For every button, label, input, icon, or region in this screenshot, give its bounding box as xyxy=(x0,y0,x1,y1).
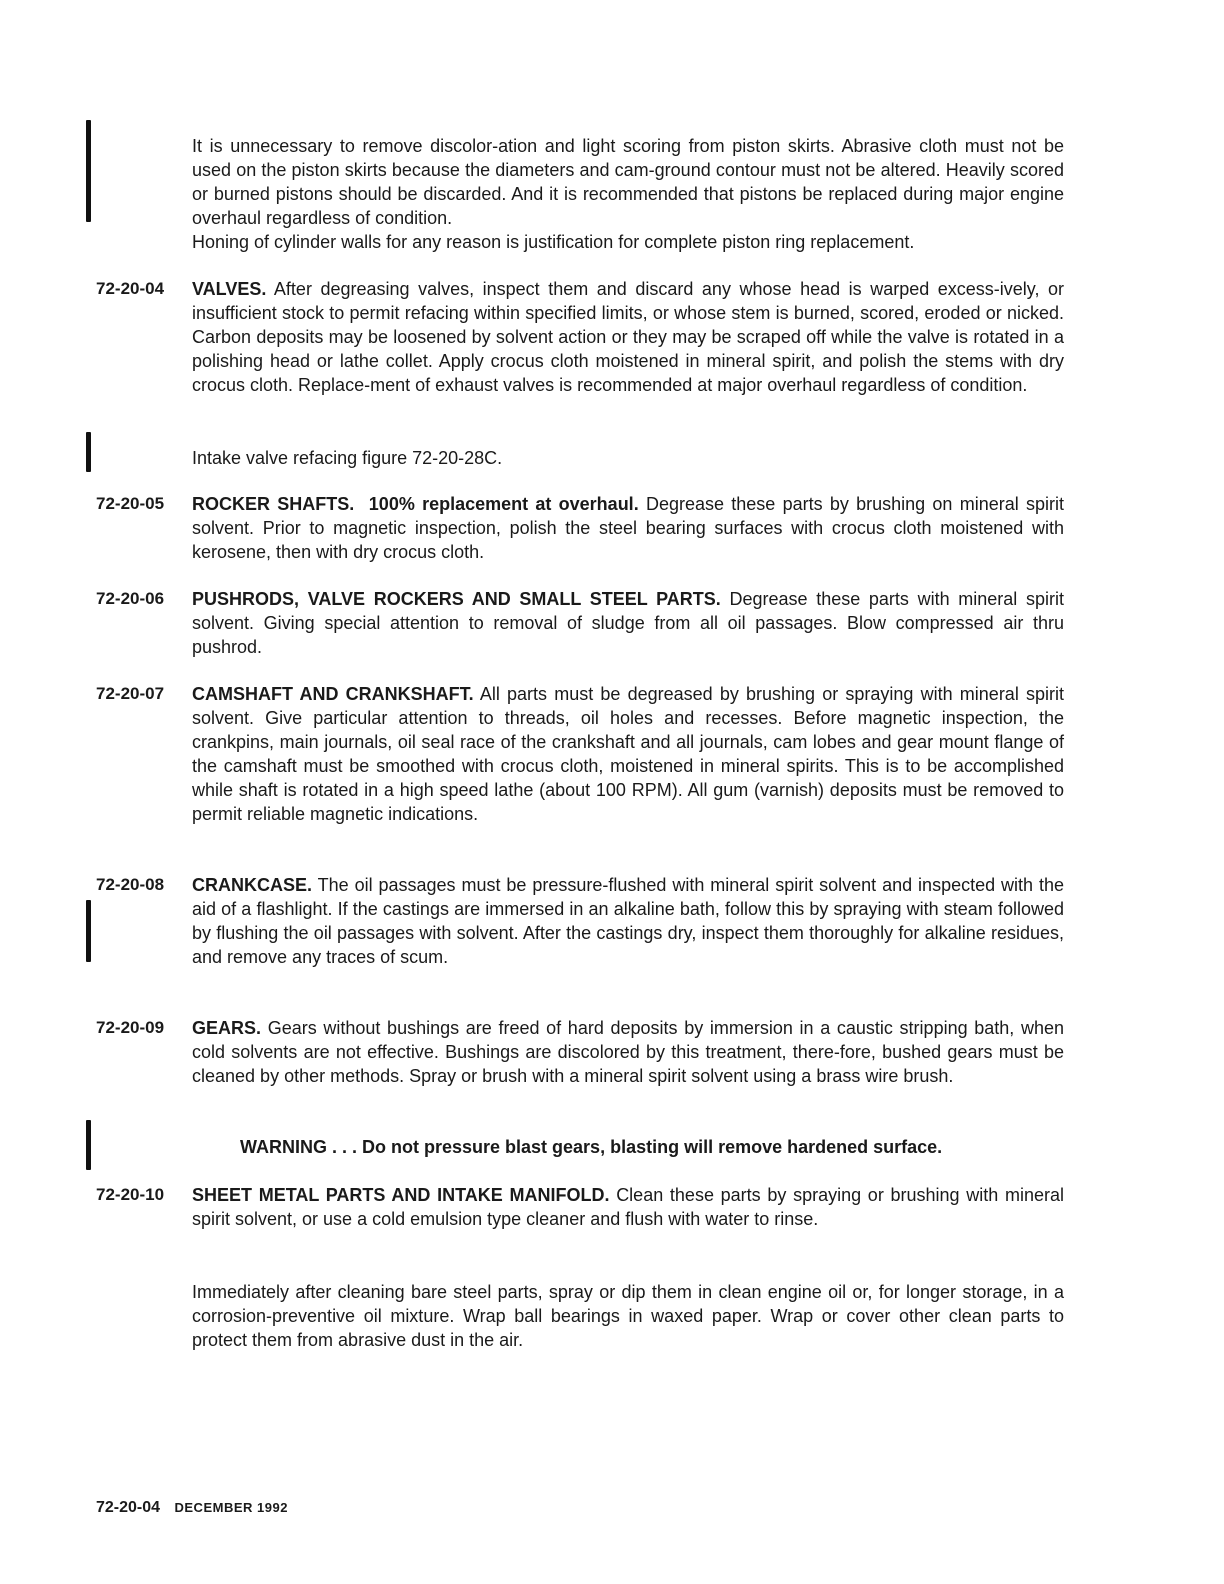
section-gears xyxy=(192,1016,1064,1088)
section-text: After degreasing valves, inspect them and discard any whose head is warped excess-ively, or insufficient stock to permit refacing within specified limits, or whose stem is burned, scored, eroded or nicked. Carbon deposits may be loosened by solvent action or they may be scraped off while the valve is rotated in a polishing head or lathe collet. Apply crocus cloth moistened in mineral spirit, and polish the stems with dry crocus cloth. Replace-ment of exhaust valves is recommended at major overhaul regardless of condition. xyxy=(192,279,1065,395)
change-bar xyxy=(86,432,91,472)
footer-date: DECEMBER 1992 xyxy=(174,1500,288,1515)
section-number: 72-20-09 xyxy=(96,1018,165,1037)
section-text: All parts must be degreased by brushing or spraying with mineral spirit solvent. Give particular attention to threads, oil holes and recesses. Before magnetic inspection, the crankpins, main journals, oil seal race of the crankshaft and all journals, cam lobes and gear mount flange of the camshaft must be smoothed with crocus cloth, moistened in mineral spirits. This is to be accomplished while shaft is rotated in a high speed lathe (about 100 RPM). All gum (varnish) deposits must be removed to permit reliable magnetic indications. xyxy=(192,684,1064,824)
section-heading: VALVES. xyxy=(192,279,267,299)
section-heading: CAMSHAFT AND CRANKSHAFT. xyxy=(192,684,474,704)
warning-notice: WARNING . . . Do not pressure blast gears, blasting will remove hardened surface. xyxy=(240,1137,943,1157)
change-bar xyxy=(86,120,91,222)
section-text: Gears without bushings are freed of hard deposits by immersion in a caustic stripping bath, when cold solvents are not effective. Bushings are discolored by this treatment, there-fore, bushed gears must be cleaned by other methods. Spray or brush with a mineral spirit solvent using a brass wire brush. xyxy=(192,1018,1064,1086)
section-heading: GEARS. xyxy=(192,1018,262,1038)
section-text: The oil passages must be pressure-flushed with mineral spirit solvent and inspected with the aid of a flashlight. If the castings are immersed in an alkaline bath, follow this by spraying with steam followed by flushing the oil passages with solvent. After the castings dry, inspect them thoroughly for alkaline residues, and remove any traces of scum. xyxy=(192,875,1064,967)
section-heading: SHEET METAL PARTS AND INTAKE MANIFOLD. xyxy=(192,1185,610,1205)
section-number: 72-20-10 xyxy=(96,1185,165,1204)
page-footer xyxy=(96,1496,288,1520)
intro-honing-text: Honing of cylinder walls for any reason is justification for complete piston ring replacement. xyxy=(192,232,915,252)
intro-text: It is unnecessary to remove discolor-ation and light scoring from piston skirts. Abrasive cloth must not be used on the piston skirts because the diameters and cam-ground contour must not be altered. Heavily scored or burned pistons should be discarded. And it is recommended that pistons be replaced during major engine overhaul regardless of condition. xyxy=(192,136,1064,228)
section-heading: PUSHRODS, VALVE ROCKERS AND SMALL STEEL PARTS. xyxy=(192,589,721,609)
section-heading: ROCKER SHAFTS. xyxy=(192,494,355,514)
section-number: 72-20-05 xyxy=(96,494,165,513)
section-sheet-metal xyxy=(192,1183,1064,1231)
section-camshaft xyxy=(192,682,1064,826)
section-text: Clean these parts by spraying or brushing with mineral spirit solvent, or use a cold emulsion type cleaner and flush with water to rinse. xyxy=(192,1185,1064,1229)
section-number: 72-20-07 xyxy=(96,684,165,703)
footer-page-ref: 72-20-04 xyxy=(96,1499,161,1516)
section-valves xyxy=(192,277,1064,397)
section-number: 72-20-06 xyxy=(96,589,165,608)
change-bar xyxy=(86,1120,91,1170)
section-text: Degrease these parts with mineral spirit solvent. Giving special attention to removal of sludge from all oil passages. Blow compressed air thru pushrod. xyxy=(192,589,1064,657)
section-text: Degrease these parts by brushing on mineral spirit solvent. Prior to magnetic inspection, polish the steel bearing surfaces with crocus cloth moistened with kerosene, then with dry crocus cloth. xyxy=(192,494,1064,562)
change-bar xyxy=(86,900,91,962)
section-heading: CRANKCASE. xyxy=(192,875,313,895)
section-pushrods xyxy=(192,587,1064,659)
valves-note: Intake valve refacing figure 72-20-28C. xyxy=(192,448,503,468)
intro-paragraph xyxy=(192,134,1064,254)
section-number: 72-20-04 xyxy=(96,279,165,298)
section-rocker-shafts xyxy=(192,492,1064,564)
section-crankcase xyxy=(192,873,1064,969)
section-emphasis: 100% replacement at overhaul. xyxy=(368,494,639,514)
section-number: 72-20-08 xyxy=(96,875,165,894)
closing-paragraph: Immediately after cleaning bare steel parts, spray or dip them in clean engine oil or, for longer storage, in a corrosion-preventive oil mixture. Wrap ball bearings in waxed paper. Wrap or cover other clean parts to protect them from abrasive dust in the air. xyxy=(192,1282,1064,1350)
